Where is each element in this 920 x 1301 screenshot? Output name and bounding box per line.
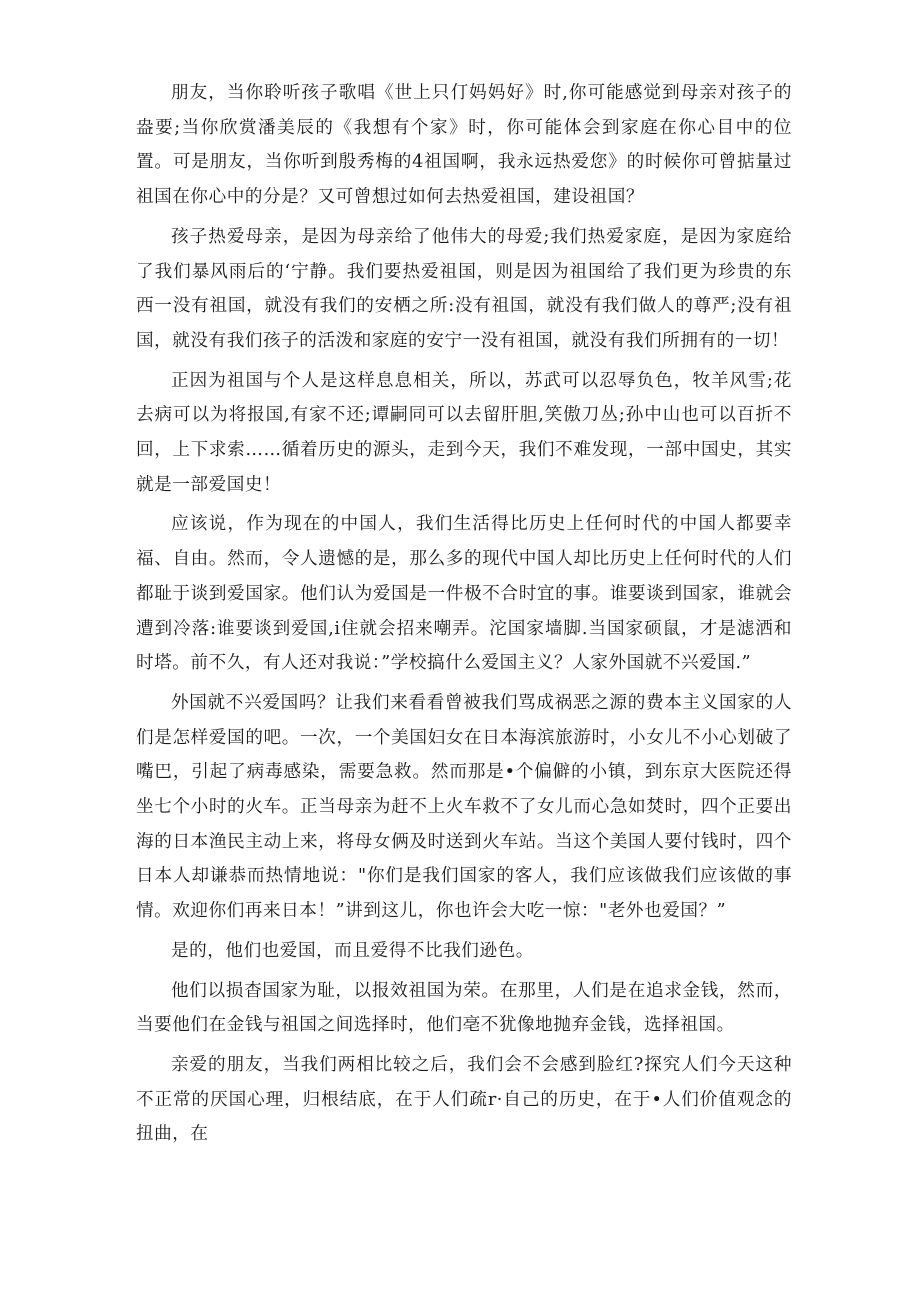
paragraph-3: 正因为祖国与个人是这样息息相关，所以，苏武可以忍辱负色，牧羊风雪;花去病可以为将报国,有家不还;谭嗣同可以去留肝胆,笑傲刀丛;孙中山也可以百折不回，上下求索……循着历史的源头，走到今天，我们不难发现，一部中国史，其实就是一部爱国史！ [136,370,792,495]
article-body [136,76,792,1157]
paragraph-7: 他们以损杳国家为耻，以报效祖国为荣。在那里，人们是在追求金钱，然而，当要他们在金钱与祖国之间选择时，他们亳不犹像地抛弃金钱，选择祖国。 [136,980,792,1036]
paragraph-5: 外国就不兴爱国吗？让我们来看看曾被我们骂成祸恶之源的费本主义国家的人们是怎样爱国的吧。一次，一个美国妇女在日本海滨旅游时，小女儿不小心划破了嘴巴，引起了病毒感染，需要急救。然而那是•个偏僻的小镇，到东京大医院还得坐七个小时的火车。正当母亲为赶不上火车救不了女儿而心急如焚时，四个正要出海的日本渔民主动上来，将母女俩及时送到火车站。当这个美国人要付钱时，四个日本人却谦恭而热情地说："你们是我们国家的客人，我们应该做我们应该做的事情。欢迎你们再来日本！”讲到这儿，你也许会大吃一惊："老外也爱国？” [136,692,792,922]
paragraph-8: 亲爱的朋友，当我们两相比较之后，我们会不会感到脸红?探究人们今天这种不正常的厌国心理，归根结底，在于人们疏r·自己的历史，在于•人们价值观念的扭曲，在 [136,1054,792,1145]
paragraph-4: 应该说，作为现在的中国人，我们生活得比历史上任何时代的中国人都要幸福、自由。然而，令人遗憾的是，那么多的现代中国人却比历史上任何时代的人们都耻于谈到爱国家。他们认为爱国是一件极不合时宜的事。谁要谈到国家，谁就会遭到冷落:谁要谈到爱国,i住就会招来嘲弄。沱国家墙脚.当国家硕鼠，才是滤洒和时塔。前不久，有人还对我说：”学校搞什么爱国主义？人家外国就不兴爱国.” [136,514,792,674]
paragraph-2: 孩子热爱母亲，是因为母亲给了他伟大的母爱;我们热爱家庭，是因为家庭给了我们暴风雨后的‘宁静。我们要热爱祖国，则是因为祖国给了我们更为珍贵的东西一没有祖国，就没有我们的安栖之所:没有祖国，就没有我们做人的尊严;没有祖国，就没有我们孩子的活泼和家庭的安宁一没有祖国，就没有我们所拥有的一切！ [136,226,792,351]
paragraph-6: 是的，他们也爱国，而且爱得不比我们逊色。 [171,940,534,961]
paragraph-1: 朋友，当你聆听孩子歌唱《世上只仃妈妈好》时,你可能感觉到母亲对孩子的盎要;当你欣赏潘美辰的《我想有个家》时，你可能体会到家庭在你心目中的位置。可是朋友，当你听到殷秀梅的4祖国啊，我永远热爱您》的时候你可曾掂量过祖国在你心中的分是？又可曾想过如何去热爱祖国，建设祖国？ [136,83,792,208]
